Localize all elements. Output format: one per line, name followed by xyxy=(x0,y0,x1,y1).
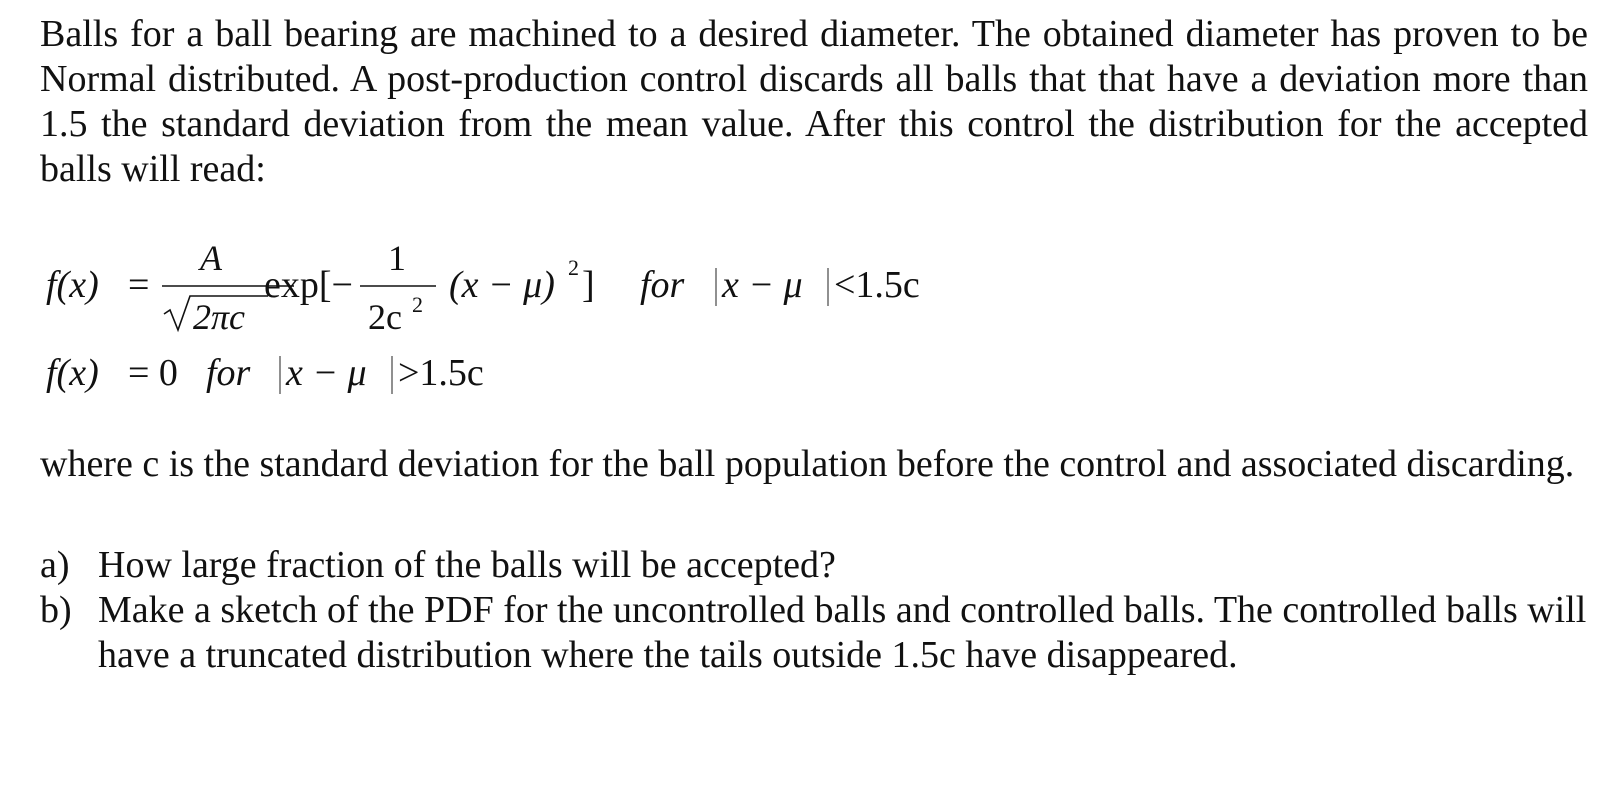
eq1-lhs: f(x) xyxy=(46,264,99,306)
equation-zero-region xyxy=(46,352,484,394)
eq1-inner-denominator-exponent: 2 xyxy=(412,292,423,317)
question-b xyxy=(40,588,1588,678)
eq2-for: for xyxy=(206,352,251,394)
intro-paragraph: Balls for a ball bearing are machined to a desired diameter. The obtained diameter has proven to be Normal distributed. A post-production control discards all balls that that have a deviation more than 1.5 the standard deviation from the mean value. After this control the distribution for the accepted balls will read: xyxy=(40,13,1588,190)
eq1-condition-relation: <1.5c xyxy=(834,264,920,306)
equations-svg xyxy=(40,192,1040,442)
eq1-exp-open: exp[− xyxy=(264,264,353,306)
eq2-lhs: f(x) xyxy=(46,352,99,394)
equation-block xyxy=(40,192,1588,442)
question-b-text: Make a sketch of the PDF for the uncontrolled balls and controlled balls. The controlled balls will have a truncated distribution where the tails outside 1.5c have disappeared. xyxy=(98,589,1587,676)
eq2-condition-relation: >1.5c xyxy=(398,352,484,394)
eq1-frac-numerator: A xyxy=(200,238,222,278)
eq1-term: (x − μ) xyxy=(449,264,555,306)
problem-document xyxy=(40,12,1588,694)
eq1-inner-numerator: 1 xyxy=(388,238,406,278)
question-b-marker: b) xyxy=(40,589,72,631)
eq1-close-bracket: ] xyxy=(582,264,595,306)
eq2-equals: = 0 xyxy=(128,352,178,394)
eq1-inner-denominator: 2c xyxy=(368,297,402,337)
eq1-condition-abs: x − μ xyxy=(722,264,803,306)
question-list xyxy=(40,543,1588,678)
question-a xyxy=(40,543,1588,588)
eq1-equals: = xyxy=(128,264,150,306)
eq2-condition-abs: x − μ xyxy=(286,352,367,394)
eq1-for: for xyxy=(640,264,685,306)
equation-truncated-pdf xyxy=(46,238,920,337)
question-a-marker: a) xyxy=(40,544,70,586)
question-a-text: How large fraction of the balls will be accepted? xyxy=(98,544,836,586)
eq1-term-exponent: 2 xyxy=(568,255,579,280)
eq1-frac-denominator: 2πc xyxy=(193,297,246,337)
where-paragraph: where c is the standard deviation for the ball population before the control and associated discarding. xyxy=(40,443,1575,485)
